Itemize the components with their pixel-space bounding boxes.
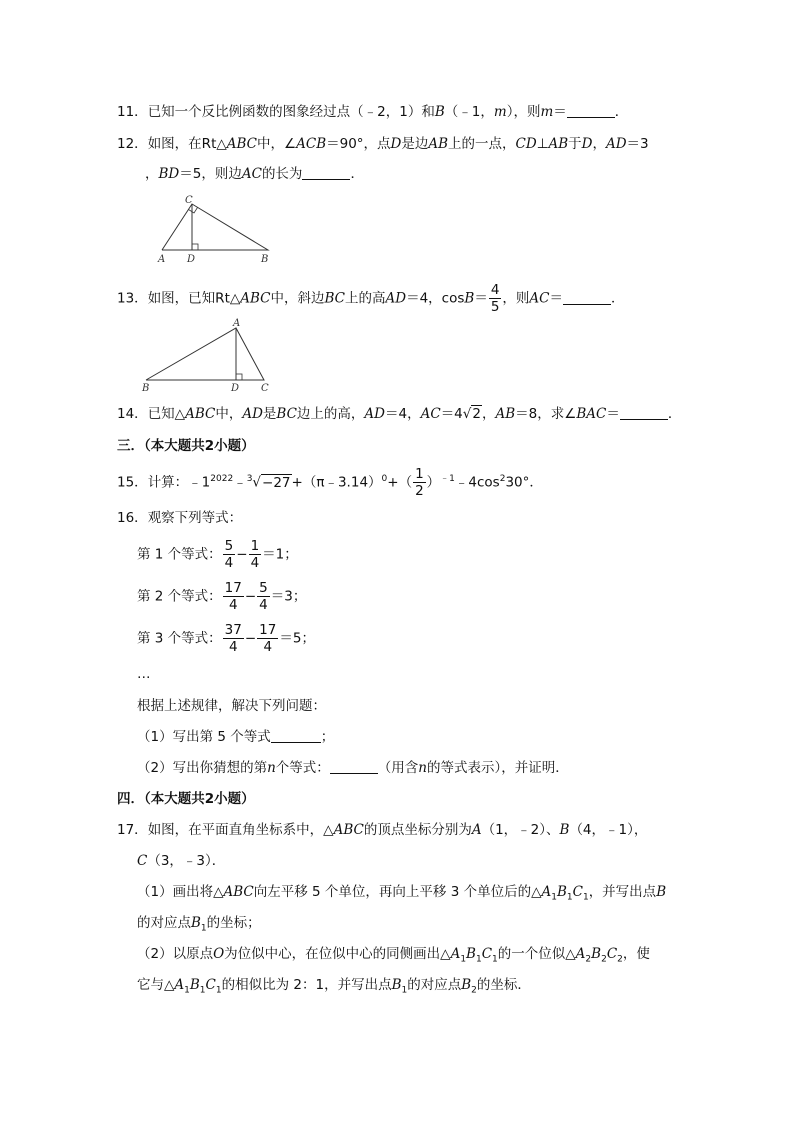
denominator: 4 [259, 597, 268, 613]
label: 第 2 个等式： [137, 588, 222, 605]
text: ＝5，则边 [179, 166, 242, 182]
text: 它与△ [137, 977, 175, 993]
text: ， [592, 136, 606, 152]
numerator: 5 [259, 580, 268, 596]
figure-q13 [138, 316, 278, 394]
exponent: ﹣1 [440, 474, 455, 484]
subscript: 1 [184, 985, 190, 996]
label-b: B [261, 254, 269, 264]
text: ＝3； [270, 588, 307, 605]
var: BC [324, 290, 346, 307]
text: （3，﹣3）． [147, 853, 226, 869]
text: 的相似比为 2：1，并写出点 [221, 977, 392, 993]
question-15 [117, 466, 543, 499]
text: 边上的高， [296, 406, 365, 422]
question-11 [117, 102, 628, 122]
var: AB [548, 136, 569, 152]
equation-3 [137, 622, 315, 655]
subscript: 1 [215, 985, 222, 996]
text: 上的一点， [448, 136, 516, 152]
answer-blank [330, 759, 378, 774]
var: AC [241, 166, 262, 182]
text: ﹣ [233, 474, 247, 491]
numerator: 17 [259, 622, 277, 638]
var: B [191, 915, 201, 931]
fraction [489, 282, 502, 315]
var: C [205, 977, 216, 993]
text: 观察下列等式： [147, 510, 243, 526]
text: 已知△ [147, 406, 186, 422]
fraction [413, 466, 426, 499]
var: BC [276, 406, 297, 422]
numerator: 4 [490, 282, 500, 298]
text: ． [667, 406, 682, 422]
text: 为位似中心，在位似中心的同侧画出△ [224, 946, 451, 962]
text: （用含 [377, 760, 419, 776]
root-index: 3 [246, 474, 253, 484]
subscript: 1 [492, 954, 498, 965]
text: 如图，在平面直角坐标系中，△ [147, 822, 334, 838]
sqrt-sign: √ [252, 474, 262, 491]
answer-blank [271, 728, 321, 743]
var: B [656, 884, 667, 900]
text: ，使 [622, 946, 650, 962]
question-number: 15． [117, 474, 148, 491]
label-c: C [185, 195, 193, 206]
var: C [137, 853, 148, 869]
text: 如图，已知Rt△ [147, 290, 241, 307]
var: ABC [240, 290, 271, 307]
denominator: 4 [263, 639, 273, 655]
rule-text: 根据上述规律，解决下列问题： [137, 698, 326, 714]
right-angle-mark [236, 374, 242, 380]
text: 计算：﹣1 [147, 474, 211, 491]
label-a: A [233, 318, 241, 329]
question-17-line1 [117, 820, 647, 840]
var: AC [420, 406, 441, 422]
var: m [540, 104, 554, 120]
text: 的一个位似△ [497, 946, 576, 962]
text: ⊥ [536, 136, 549, 152]
subscript: 2 [617, 954, 623, 965]
var: n [418, 760, 427, 776]
var: AB [428, 136, 449, 152]
text: 30°． [505, 474, 543, 491]
exponent: 0 [381, 474, 388, 484]
denominator: 4 [224, 555, 234, 571]
denominator: 5 [490, 299, 500, 315]
subscript: 1 [460, 954, 467, 965]
var: BD [158, 166, 180, 182]
var: ABC [223, 884, 254, 900]
text: 上的高 [345, 290, 386, 307]
text: 如图，在Rt△ [147, 136, 227, 152]
text: ＝8，求∠ [515, 406, 577, 422]
text: ＝4，cos [406, 290, 465, 307]
triangle [162, 204, 268, 250]
var: A [541, 884, 552, 900]
question-number: 17． [117, 822, 148, 838]
text: ＝ [474, 290, 488, 307]
question-14 [117, 404, 681, 424]
var: B [189, 977, 200, 993]
var: AD [242, 406, 263, 422]
question-12-line2 [145, 164, 364, 184]
var: AD [364, 406, 385, 422]
fraction [249, 538, 262, 571]
label-a: A [158, 254, 166, 264]
var: ACB [296, 136, 327, 152]
var: B [556, 884, 567, 900]
label-d: D [187, 254, 196, 264]
text: 向左平移 5 个单位，再向上平移 3 个单位后的△ [253, 884, 542, 900]
exponent: 2022 [210, 474, 234, 484]
question-12-line1 [117, 134, 649, 154]
text: ＝ [606, 406, 620, 422]
var: C [606, 946, 618, 962]
text: 的对应点 [407, 977, 462, 993]
label: 第 3 个等式： [137, 630, 222, 647]
text: ，并写出点 [588, 884, 657, 900]
var: AD [385, 290, 407, 307]
text: （2）写出你猜想的第 [137, 760, 268, 776]
question-number: 14． [117, 406, 148, 422]
var: B [591, 946, 602, 962]
var: B [461, 977, 472, 993]
subscript: 1 [551, 892, 557, 903]
text: 个等式： [275, 760, 330, 776]
text: ， [481, 406, 496, 422]
denominator: 2 [415, 483, 424, 499]
text: 的对应点 [137, 915, 191, 931]
right-angle-mark [192, 244, 198, 250]
operator: − [244, 588, 257, 605]
text: ＝3 [626, 136, 649, 152]
operator: − [236, 546, 248, 563]
question-17-part-1-line1 [137, 882, 666, 902]
ellipsis: … [137, 666, 151, 682]
question-16 [117, 508, 242, 528]
text: 已知一个反比例函数的图象经过点（﹣2，1）和 [147, 104, 435, 120]
var: AD [605, 136, 627, 152]
numerator: 37 [224, 622, 242, 638]
question-17-part-1-line2 [137, 913, 261, 933]
question-number: 12． [117, 136, 148, 152]
fraction [257, 622, 278, 655]
subscript: 2 [471, 985, 477, 996]
var: BAC [576, 406, 607, 422]
figure-q12 [150, 192, 280, 264]
text: +（ [387, 474, 413, 491]
subscript: 1 [582, 892, 589, 903]
text: ＝1； [262, 546, 298, 563]
radicand: 2 [472, 406, 481, 422]
text: （1）写出第 5 个等式 [137, 729, 271, 745]
fraction [223, 538, 236, 571]
var: AB [495, 406, 516, 422]
label-d: D [231, 383, 240, 394]
var: C [481, 946, 493, 962]
text: 的坐标； [206, 915, 261, 931]
exponent: 2 [499, 474, 506, 484]
text: ， [145, 166, 159, 182]
question-number: 16． [117, 510, 148, 526]
text: 是 [262, 406, 277, 422]
question-17-line2 [137, 851, 225, 871]
var: B [466, 946, 476, 962]
text: （﹣1， [444, 104, 494, 120]
question-16-part-1 [137, 727, 334, 747]
numerator: 1 [415, 466, 424, 482]
label: 第 1 个等式： [137, 546, 222, 563]
text: ； [320, 729, 335, 745]
answer-blank [302, 165, 350, 180]
text: 于 [568, 136, 582, 152]
var: A [450, 946, 461, 962]
var: O [213, 946, 225, 962]
fraction [257, 580, 270, 613]
answer-blank [620, 405, 668, 420]
sqrt-sign: √ [462, 406, 472, 422]
var: A [174, 977, 185, 993]
text: ． [611, 290, 625, 307]
question-number: 11． [117, 104, 148, 120]
subscript: 1 [200, 923, 207, 934]
text: ． [614, 104, 629, 120]
triangle [146, 328, 264, 380]
var: B [559, 822, 570, 838]
section-heading-4: 四．（本大题共2小题） [117, 791, 255, 807]
label-c: C [261, 383, 269, 394]
text: 是边 [401, 136, 429, 152]
section-heading-3: 三．（本大题共2小题） [117, 438, 255, 454]
text: （1，﹣2）、 [481, 822, 560, 838]
text: 的顶点坐标分别为 [363, 822, 472, 838]
var: D [581, 136, 593, 152]
numerator: 5 [224, 538, 234, 554]
text: 的长为 [261, 166, 303, 182]
text: ＝ [549, 290, 564, 307]
equation-2 [137, 580, 306, 613]
question-16-part-2 [137, 758, 569, 778]
var: A [471, 822, 482, 838]
denominator: 4 [228, 639, 238, 655]
text: +（π﹣3.14） [291, 474, 382, 491]
var: B [434, 104, 445, 120]
numerator: 1 [250, 538, 260, 554]
text: 中，斜边 [270, 290, 325, 307]
var: n [267, 760, 276, 776]
text: ﹣4cos [454, 474, 500, 491]
text: ，则 [502, 290, 530, 307]
text: 中，∠ [257, 136, 297, 152]
fraction [223, 580, 244, 613]
right-angle-mark [189, 208, 198, 214]
question-17-part-2-line2 [137, 975, 531, 995]
var: ABC [185, 406, 216, 422]
text: 中， [215, 406, 243, 422]
text: （1）画出将△ [137, 884, 224, 900]
var: D [390, 136, 402, 152]
text: ） [426, 474, 441, 491]
var: ABC [226, 136, 257, 152]
answer-blank [563, 290, 611, 305]
text: 的等式表示），并证明． [427, 760, 569, 776]
denominator: 4 [250, 555, 260, 571]
fraction [223, 622, 244, 655]
subscript: 2 [601, 954, 607, 965]
subscript: 1 [401, 985, 408, 996]
radicand: −27 [262, 474, 291, 491]
question-13 [117, 282, 625, 315]
question-number: 13． [117, 290, 148, 307]
subscript: 1 [475, 954, 482, 965]
var: CD [515, 136, 537, 152]
text: 的坐标． [476, 977, 531, 993]
var: B [464, 290, 475, 307]
operator: − [244, 630, 257, 647]
subscript: 2 [585, 954, 592, 965]
text: （4，﹣1）， [569, 822, 648, 838]
text: ＝4， [385, 406, 421, 422]
var: C [572, 884, 583, 900]
equation-1 [137, 538, 298, 571]
label-b: B [142, 383, 150, 394]
var: ABC [333, 822, 364, 838]
text: （2）以原点 [137, 946, 214, 962]
text: ＝ [553, 104, 567, 120]
text: ＝90°，点 [326, 136, 391, 152]
var: B [391, 977, 402, 993]
text: ． [350, 166, 364, 182]
text: ），则 [506, 104, 541, 120]
question-17-part-2-line1 [137, 944, 650, 964]
text: ＝5； [279, 630, 315, 647]
numerator: 17 [224, 580, 242, 596]
text: ＝4 [440, 406, 463, 422]
var: m [493, 104, 507, 120]
var: A [575, 946, 586, 962]
denominator: 4 [228, 597, 238, 613]
subscript: 1 [199, 985, 206, 996]
var: AC [529, 290, 550, 307]
subscript: 1 [566, 892, 573, 903]
answer-blank [567, 103, 615, 118]
